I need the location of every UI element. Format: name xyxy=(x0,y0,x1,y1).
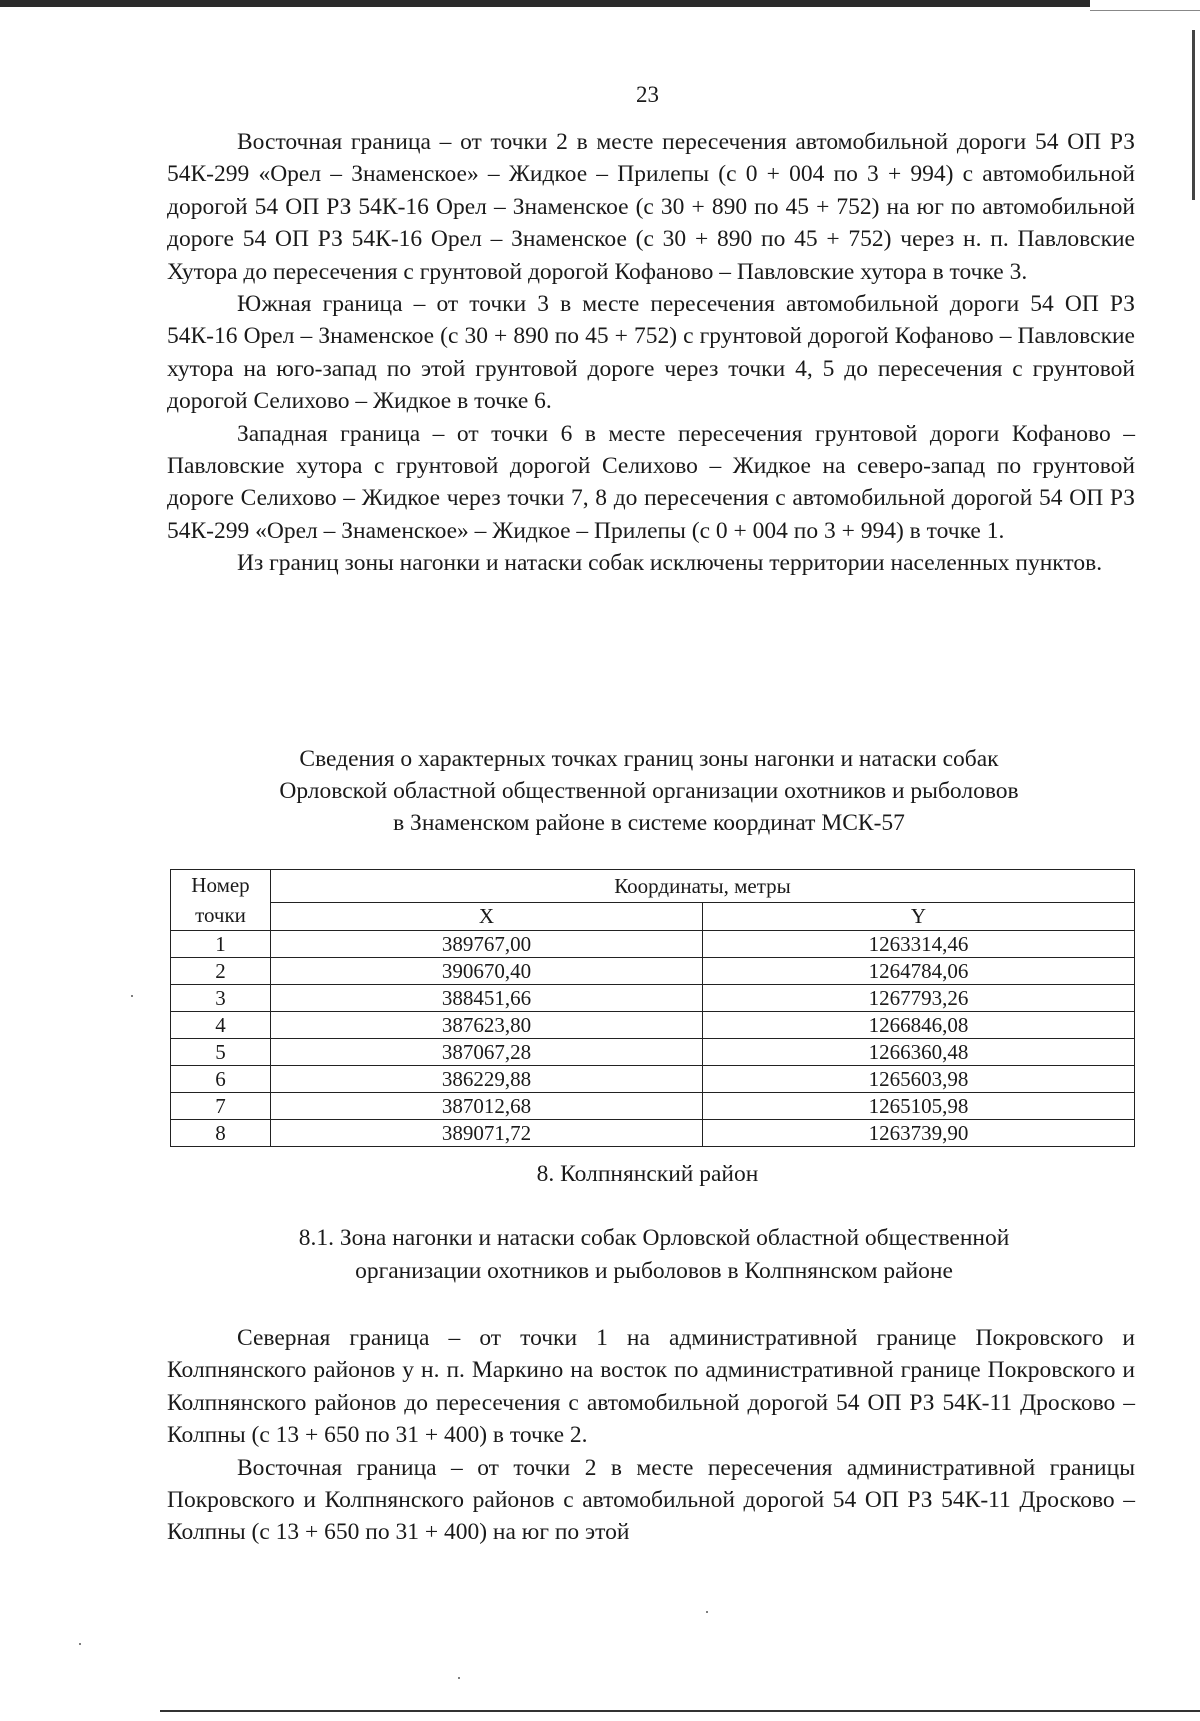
x-cell: 388451,66 xyxy=(271,985,703,1012)
point-number-cell: 6 xyxy=(171,1066,271,1093)
east-boundary-paragraph: Восточная граница – от точки 2 в месте пересечения автомобильной дороги 54 ОП РЗ 54К-299 «Орел – Знаменское» – Жидкое – Прилепы (с 0 + 004 по 3 + 994) с автомобильной дорогой 54 ОП РЗ 54К-16 Орел – Знаменское (с 30 + 890 по 45 + 752) на юг по автомобильной дороге 54 ОП РЗ 54К-16 Орел – Знаменское (с 30 + 890 по 45 + 752) через н. п. Павловские Хутора до пересечения с грунтовой дорогой Кофаново – Павловские хутора в точке 3. xyxy=(167,129,1135,285)
section8-text xyxy=(167,1322,1135,1549)
point-number-cell: 5 xyxy=(171,1039,271,1066)
x-cell: 389071,72 xyxy=(271,1120,703,1147)
coordinates-header: Координаты, метры xyxy=(271,870,1135,903)
point-number-cell: 1 xyxy=(171,931,271,958)
table-row xyxy=(171,985,1135,1012)
x-cell: 387067,28 xyxy=(271,1039,703,1066)
x-cell: 387623,80 xyxy=(271,1012,703,1039)
table-row xyxy=(171,931,1135,958)
section-title: 8. Колпнянский район xyxy=(536,1161,759,1187)
scan-speck xyxy=(458,1677,460,1679)
table-caption-line: Орловской областной общественной организации охотников и рыболовов xyxy=(279,778,1019,804)
point-number-cell: 8 xyxy=(171,1120,271,1147)
table-row xyxy=(171,1093,1135,1120)
header-line: точки xyxy=(195,903,246,927)
x-cell: 390670,40 xyxy=(271,958,703,985)
scan-speck xyxy=(706,1611,708,1613)
y-cell: 1265105,98 xyxy=(703,1093,1135,1120)
table-caption xyxy=(160,743,1138,839)
x-cell: 389767,00 xyxy=(271,931,703,958)
south-boundary-paragraph: Южная граница – от точки 3 в месте пересечения автомобильной дороги 54 ОП РЗ 54К-16 Орел – Знаменское (с 30 + 890 по 45 + 752) с грунтовой дорогой Кофаново – Павловские хутора на юго-запад по этой грунтовой дороге через точки 4, 5 до пересечения с грунтовой дорогой Селихово – Жидкое в точке 6. xyxy=(167,291,1135,415)
point-number-cell: 3 xyxy=(171,985,271,1012)
subsection-title xyxy=(170,1222,1138,1288)
exclusion-paragraph: Из границ зоны нагонки и натаски собак исключены территории населенных пунктов. xyxy=(237,550,1103,577)
y-cell: 1265603,98 xyxy=(703,1066,1135,1093)
y-cell: 1266846,08 xyxy=(703,1012,1135,1039)
north-boundary-paragraph: Северная граница – от точки 1 на административной границе Покровского и Колпнянского районов у н. п. Маркино на восток по административной границе Покровского и Колпнянского районов до пересечения с автомобильной дорогой 54 ОП РЗ 54К-11 Дросково – Колпны (с 13 + 650 по 31 + 400) в точке 2. xyxy=(167,1325,1135,1449)
scan-edge-right xyxy=(1192,30,1195,200)
scan-speck xyxy=(79,1643,81,1645)
point-number-cell: 2 xyxy=(171,958,271,985)
coordinates-table xyxy=(170,869,1135,1147)
subsection-title-line: 8.1. Зона нагонки и натаски собак Орловской областной общественной xyxy=(298,1225,1010,1251)
table-row xyxy=(171,1120,1135,1147)
x-cell: 386229,88 xyxy=(271,1066,703,1093)
y-header: Y xyxy=(703,902,1135,930)
west-boundary-paragraph: Западная граница – от точки 6 в месте пересечения грунтовой дороги Кофаново – Павловские хутора с грунтовой дорогой Селихово – Жидкое на северо-запад по грунтовой дороге Селихово – Жидкое через точки 7, 8 до пересечения с автомобильной дорогой 54 ОП РЗ 54К-299 «Орел – Знаменское» – Жидкое – Прилепы (с 0 + 004 по 3 + 994) в точке 1. xyxy=(167,420,1135,544)
y-cell: 1267793,26 xyxy=(703,985,1135,1012)
scan-edge-top-thin xyxy=(1090,10,1200,11)
point-number-cell: 7 xyxy=(171,1093,271,1120)
point-number-header xyxy=(171,870,271,931)
y-cell: 1266360,48 xyxy=(703,1039,1135,1066)
y-cell: 1263739,90 xyxy=(703,1120,1135,1147)
scan-edge-top xyxy=(0,0,1090,7)
table-subheader-row xyxy=(171,902,1135,930)
subsection-title-line: организации охотников и рыболовов в Колпнянском районе xyxy=(355,1258,953,1284)
table-row xyxy=(171,1066,1135,1093)
east-boundary-paragraph: Восточная граница – от точки 2 в месте пересечения административной границы Покровского и Колпнянского районов с автомобильной дорогой 54 ОП РЗ 54К-11 Дросково – Колпны (с 13 + 650 по 31 + 400) на юг по этой xyxy=(167,1454,1135,1546)
point-number-cell: 4 xyxy=(171,1012,271,1039)
scan-edge-bottom xyxy=(160,1710,1200,1712)
scan-speck xyxy=(131,995,133,997)
table-row xyxy=(171,1039,1135,1066)
table-row xyxy=(171,1012,1135,1039)
header-line: Номер xyxy=(191,873,250,897)
y-cell: 1263314,46 xyxy=(703,931,1135,958)
table-row xyxy=(171,958,1135,985)
table-header-row xyxy=(171,870,1135,903)
page-number: 23 xyxy=(636,82,659,107)
table-caption-line: Сведения о характерных точках границ зоны нагонки и натаски собак xyxy=(299,746,999,772)
x-header: X xyxy=(271,902,703,930)
x-cell: 387012,68 xyxy=(271,1093,703,1120)
y-cell: 1264784,06 xyxy=(703,958,1135,985)
section7-text xyxy=(167,126,1135,580)
table-caption-line: в Знаменском районе в системе координат МСК-57 xyxy=(393,810,905,836)
